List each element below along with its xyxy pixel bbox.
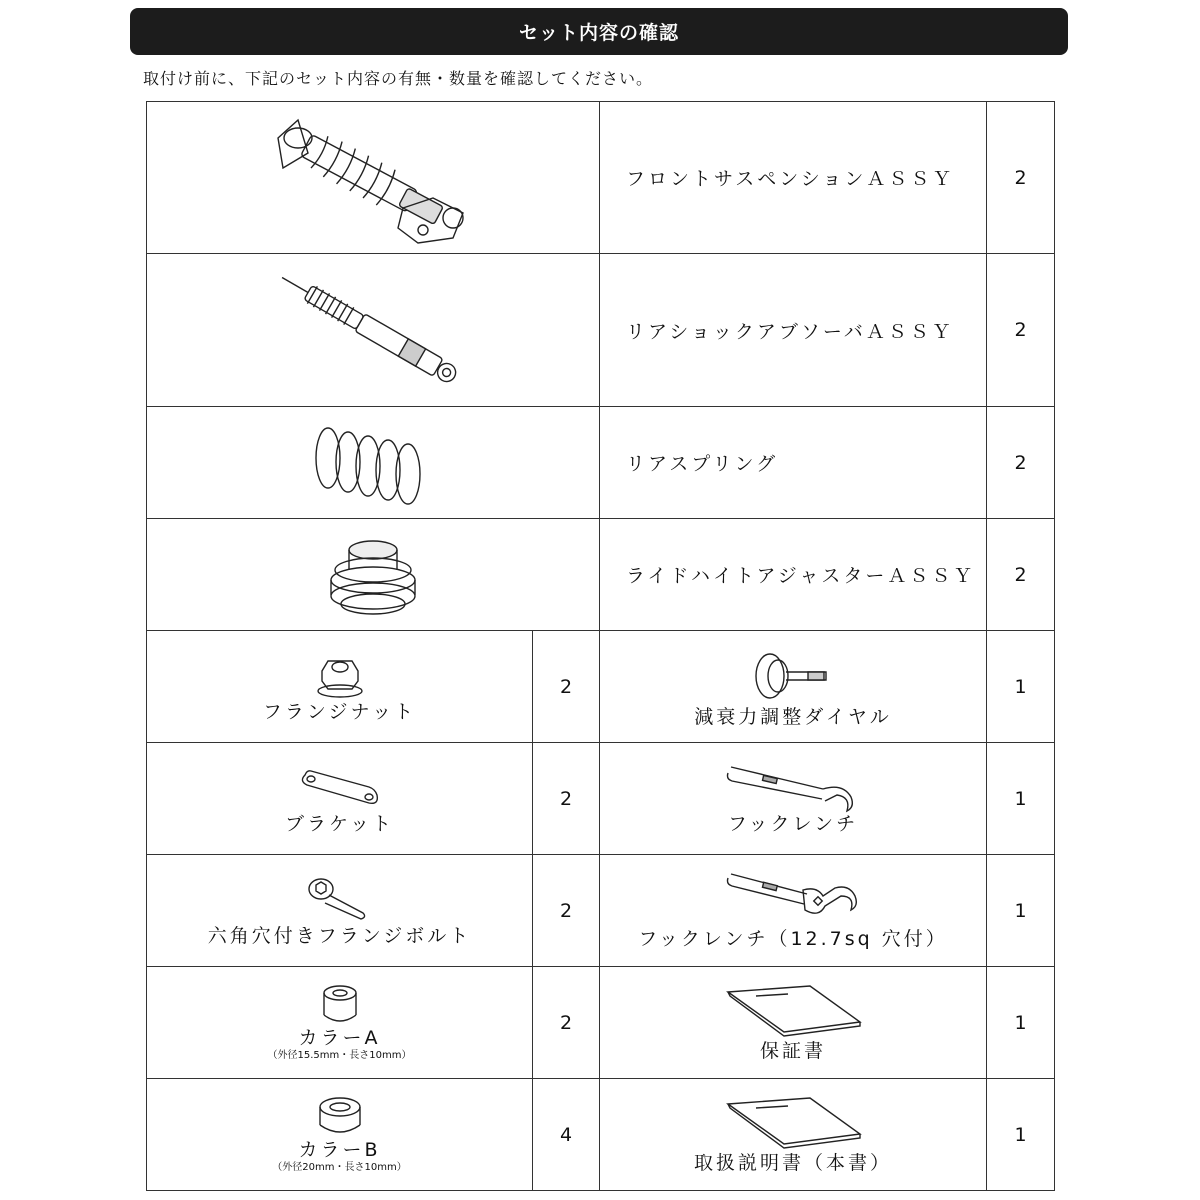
table-row (147, 254, 1055, 407)
hook-wrench-icon (723, 763, 863, 813)
part-quantity: 2 (533, 967, 600, 1079)
collar-a-icon (315, 983, 365, 1027)
part-name: カラーA (298, 1026, 381, 1049)
part-name: 減衰力調整ダイヤル (694, 705, 892, 728)
part-quantity: 2 (533, 855, 600, 967)
part-name: 取扱説明書（本書） (693, 1151, 892, 1174)
part-name: フックレンチ（12.7sq 穴付） (638, 927, 948, 950)
part-item-cell (600, 631, 987, 743)
part-item-cell (147, 743, 533, 855)
parts-checklist-table (146, 101, 1055, 1191)
part-dimension-note: （外径20mm・長さ10mm） (272, 1161, 407, 1173)
warranty-document-icon (718, 984, 868, 1040)
section-title: セット内容の確認 (518, 22, 679, 44)
part-name: フロントサスペンションＡＳＳＹ (626, 168, 955, 190)
intro-text: 取付け前に、下記のセット内容の有無・数量を確認してください。 (143, 69, 654, 88)
table-row (147, 519, 1055, 631)
part-name: ブラケット (284, 812, 395, 835)
part-item-cell (600, 967, 987, 1079)
rear-spring-illustration (308, 418, 438, 508)
part-quantity: 1 (987, 855, 1055, 967)
part-image-cell (147, 102, 600, 254)
table-row (147, 1079, 1055, 1191)
part-quantity: 2 (533, 631, 600, 743)
rear-shock-absorber-illustration (258, 260, 488, 400)
part-name: カラーB (298, 1138, 381, 1161)
part-item-cell (600, 1079, 987, 1191)
section-title-bar (130, 8, 1068, 55)
ride-height-adjuster-illustration (323, 530, 423, 620)
part-name: フックレンチ (727, 812, 859, 835)
part-name-cell (600, 102, 987, 254)
part-name-cell (600, 519, 987, 631)
part-name-cell (600, 254, 987, 407)
table-row (147, 631, 1055, 743)
part-name: ライドハイトアジャスターＡＳＳＹ (626, 565, 976, 587)
part-item-cell (600, 855, 987, 967)
front-suspension-assembly-illustration (258, 108, 488, 248)
bracket-icon (295, 763, 385, 813)
part-image-cell (147, 519, 600, 631)
instruction-manual-icon (718, 1096, 868, 1152)
part-quantity: 1 (987, 1079, 1055, 1191)
part-item-cell (600, 743, 987, 855)
part-quantity: 1 (987, 631, 1055, 743)
part-name-cell (600, 407, 987, 519)
part-name: リアショックアブソーバＡＳＳＹ (626, 320, 954, 343)
table-row (147, 743, 1055, 855)
part-dimension-note: （外径15.5mm・長さ10mm） (267, 1049, 412, 1061)
part-image-cell (147, 407, 600, 519)
part-image-cell (147, 254, 600, 407)
table-row (147, 967, 1055, 1079)
part-quantity: 2 (533, 743, 600, 855)
part-quantity: 2 (987, 102, 1055, 254)
part-quantity: 2 (987, 407, 1055, 519)
hex-socket-flange-bolt-icon (305, 875, 375, 925)
collar-b-icon (312, 1095, 368, 1139)
part-quantity: 1 (987, 967, 1055, 1079)
flange-nut-icon (310, 651, 370, 701)
table-row (147, 102, 1055, 254)
part-item-cell (147, 855, 533, 967)
part-quantity: 4 (533, 1079, 600, 1191)
hook-wrench-with-hole-icon (723, 872, 863, 928)
part-quantity: 2 (987, 519, 1055, 631)
part-quantity: 2 (987, 254, 1055, 407)
table-row (147, 407, 1055, 519)
part-item-cell (147, 631, 533, 743)
part-name: 保証書 (759, 1039, 826, 1062)
part-name: リアスプリング (626, 453, 779, 475)
part-name: 六角穴付きフランジボルト (207, 924, 472, 947)
part-name: フランジナット (262, 700, 417, 723)
table-row (147, 855, 1055, 967)
part-item-cell (147, 1079, 533, 1191)
damping-dial-icon (748, 646, 838, 706)
part-quantity: 1 (987, 743, 1055, 855)
part-item-cell (147, 967, 533, 1079)
